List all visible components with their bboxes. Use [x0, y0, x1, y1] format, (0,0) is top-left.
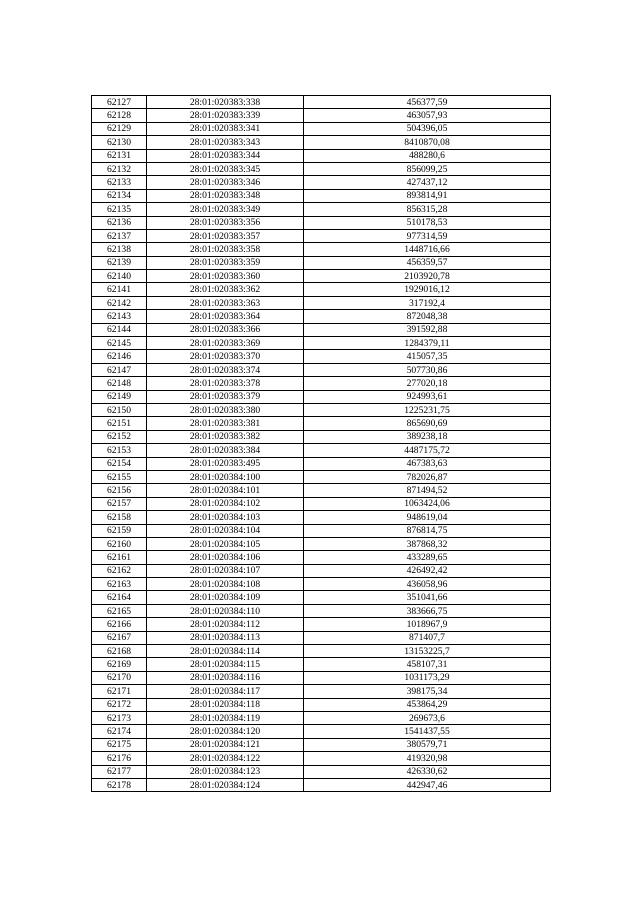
value-cell: 865690,69 [304, 417, 551, 430]
value-cell: 415057,35 [304, 350, 551, 363]
row-number-cell: 62132 [92, 162, 147, 175]
row-number-cell: 62176 [92, 752, 147, 765]
cadastral-number-cell: 28:01:020383:338 [147, 96, 304, 109]
value-cell: 782026,87 [304, 470, 551, 483]
table-row [92, 323, 551, 336]
cadastral-number-cell: 28:01:020384:116 [147, 671, 304, 684]
table-row [92, 176, 551, 189]
row-number-cell: 62147 [92, 363, 147, 376]
value-cell: 433289,65 [304, 551, 551, 564]
cadastral-number-cell: 28:01:020383:366 [147, 323, 304, 336]
value-cell: 507730,86 [304, 363, 551, 376]
value-cell: 876814,75 [304, 524, 551, 537]
cadastral-number-cell: 28:01:020384:103 [147, 511, 304, 524]
row-number-cell: 62140 [92, 270, 147, 283]
cadastral-number-cell: 28:01:020383:379 [147, 390, 304, 403]
cadastral-value-table [91, 95, 551, 792]
row-number-cell: 62150 [92, 403, 147, 416]
value-cell: 2103920,78 [304, 270, 551, 283]
table-row [92, 296, 551, 309]
table-row [92, 310, 551, 323]
row-number-cell: 62144 [92, 323, 147, 336]
row-number-cell: 62165 [92, 604, 147, 617]
value-cell: 1225231,75 [304, 403, 551, 416]
cadastral-number-cell: 28:01:020383:381 [147, 417, 304, 430]
row-number-cell: 62171 [92, 685, 147, 698]
table-row [92, 363, 551, 376]
table-row [92, 470, 551, 483]
row-number-cell: 62159 [92, 524, 147, 537]
table-row [92, 738, 551, 751]
cadastral-number-cell: 28:01:020384:107 [147, 564, 304, 577]
value-cell: 13153225,7 [304, 645, 551, 658]
cadastral-number-cell: 28:01:020383:363 [147, 296, 304, 309]
row-number-cell: 62172 [92, 698, 147, 711]
value-cell: 419320,98 [304, 752, 551, 765]
cadastral-number-cell: 28:01:020384:106 [147, 551, 304, 564]
value-cell: 1448716,66 [304, 243, 551, 256]
value-cell: 872048,38 [304, 310, 551, 323]
value-cell: 380579,71 [304, 738, 551, 751]
table-row [92, 524, 551, 537]
row-number-cell: 62168 [92, 645, 147, 658]
row-number-cell: 62129 [92, 122, 147, 135]
value-cell: 442947,46 [304, 778, 551, 791]
cadastral-number-cell: 28:01:020383:345 [147, 162, 304, 175]
row-number-cell: 62155 [92, 470, 147, 483]
table-row [92, 229, 551, 242]
value-cell: 456359,57 [304, 256, 551, 269]
table-row [92, 578, 551, 591]
table-row [92, 403, 551, 416]
table-row [92, 417, 551, 430]
row-number-cell: 62134 [92, 189, 147, 202]
value-cell: 436058,96 [304, 578, 551, 591]
value-cell: 1541437,55 [304, 725, 551, 738]
table-row [92, 685, 551, 698]
cadastral-number-cell: 28:01:020384:120 [147, 725, 304, 738]
cadastral-number-cell: 28:01:020383:356 [147, 216, 304, 229]
cadastral-number-cell: 28:01:020383:369 [147, 337, 304, 350]
table-row [92, 390, 551, 403]
row-number-cell: 62133 [92, 176, 147, 189]
row-number-cell: 62169 [92, 658, 147, 671]
cadastral-number-cell: 28:01:020383:382 [147, 430, 304, 443]
cadastral-number-cell: 28:01:020383:360 [147, 270, 304, 283]
cadastral-number-cell: 28:01:020384:100 [147, 470, 304, 483]
row-number-cell: 62152 [92, 430, 147, 443]
table-row [92, 551, 551, 564]
value-cell: 456377,59 [304, 96, 551, 109]
cadastral-number-cell: 28:01:020384:119 [147, 711, 304, 724]
table-row [92, 444, 551, 457]
row-number-cell: 62154 [92, 457, 147, 470]
value-cell: 277020,18 [304, 377, 551, 390]
table-row [92, 658, 551, 671]
value-cell: 504396,05 [304, 122, 551, 135]
table-row [92, 645, 551, 658]
table-row [92, 350, 551, 363]
row-number-cell: 62157 [92, 497, 147, 510]
row-number-cell: 62163 [92, 578, 147, 591]
row-number-cell: 62164 [92, 591, 147, 604]
row-number-cell: 62127 [92, 96, 147, 109]
row-number-cell: 62167 [92, 631, 147, 644]
row-number-cell: 62175 [92, 738, 147, 751]
table-row [92, 203, 551, 216]
row-number-cell: 62138 [92, 243, 147, 256]
cadastral-number-cell: 28:01:020383:374 [147, 363, 304, 376]
table-row [92, 457, 551, 470]
table-row [92, 604, 551, 617]
cadastral-number-cell: 28:01:020383:364 [147, 310, 304, 323]
table-row [92, 96, 551, 109]
cadastral-number-cell: 28:01:020383:357 [147, 229, 304, 242]
row-number-cell: 62146 [92, 350, 147, 363]
cadastral-number-cell: 28:01:020384:101 [147, 484, 304, 497]
table-row [92, 725, 551, 738]
table-row [92, 631, 551, 644]
table-row [92, 537, 551, 550]
row-number-cell: 62139 [92, 256, 147, 269]
row-number-cell: 62145 [92, 337, 147, 350]
value-cell: 427437,12 [304, 176, 551, 189]
table-row [92, 377, 551, 390]
cadastral-number-cell: 28:01:020384:108 [147, 578, 304, 591]
row-number-cell: 62174 [92, 725, 147, 738]
row-number-cell: 62162 [92, 564, 147, 577]
row-number-cell: 62136 [92, 216, 147, 229]
row-number-cell: 62161 [92, 551, 147, 564]
row-number-cell: 62143 [92, 310, 147, 323]
value-cell: 458107,31 [304, 658, 551, 671]
value-cell: 398175,34 [304, 685, 551, 698]
table-row [92, 484, 551, 497]
cadastral-number-cell: 28:01:020384:121 [147, 738, 304, 751]
value-cell: 387868,32 [304, 537, 551, 550]
cadastral-number-cell: 28:01:020384:110 [147, 604, 304, 617]
value-cell: 1929016,12 [304, 283, 551, 296]
table-row [92, 671, 551, 684]
value-cell: 391592,88 [304, 323, 551, 336]
value-cell: 269673,6 [304, 711, 551, 724]
cadastral-number-cell: 28:01:020383:349 [147, 203, 304, 216]
row-number-cell: 62156 [92, 484, 147, 497]
table-row [92, 109, 551, 122]
value-cell: 426330,62 [304, 765, 551, 778]
row-number-cell: 62137 [92, 229, 147, 242]
cadastral-number-cell: 28:01:020384:115 [147, 658, 304, 671]
table-row [92, 698, 551, 711]
row-number-cell: 62153 [92, 444, 147, 457]
value-cell: 1284379,11 [304, 337, 551, 350]
table-row [92, 778, 551, 791]
value-cell: 389238,18 [304, 430, 551, 443]
cadastral-number-cell: 28:01:020384:102 [147, 497, 304, 510]
value-cell: 426492,42 [304, 564, 551, 577]
table-row [92, 591, 551, 604]
row-number-cell: 62166 [92, 618, 147, 631]
value-cell: 488280,6 [304, 149, 551, 162]
row-number-cell: 62130 [92, 136, 147, 149]
cadastral-number-cell: 28:01:020384:123 [147, 765, 304, 778]
row-number-cell: 62149 [92, 390, 147, 403]
cadastral-number-cell: 28:01:020384:112 [147, 618, 304, 631]
row-number-cell: 62170 [92, 671, 147, 684]
row-number-cell: 62141 [92, 283, 147, 296]
row-number-cell: 62158 [92, 511, 147, 524]
table-row [92, 511, 551, 524]
value-cell: 510178,53 [304, 216, 551, 229]
table-body [92, 96, 551, 792]
value-cell: 383666,75 [304, 604, 551, 617]
value-cell: 977314,59 [304, 229, 551, 242]
row-number-cell: 62135 [92, 203, 147, 216]
row-number-cell: 62148 [92, 377, 147, 390]
cadastral-number-cell: 28:01:020384:124 [147, 778, 304, 791]
cadastral-number-cell: 28:01:020384:109 [147, 591, 304, 604]
cadastral-number-cell: 28:01:020383:362 [147, 283, 304, 296]
value-cell: 453864,29 [304, 698, 551, 711]
row-number-cell: 62173 [92, 711, 147, 724]
value-cell: 856315,28 [304, 203, 551, 216]
table-row [92, 162, 551, 175]
table-row [92, 618, 551, 631]
table-row [92, 149, 551, 162]
cadastral-number-cell: 28:01:020383:378 [147, 377, 304, 390]
table-row [92, 216, 551, 229]
value-cell: 1031173,29 [304, 671, 551, 684]
row-number-cell: 62151 [92, 417, 147, 430]
value-cell: 871407,7 [304, 631, 551, 644]
value-cell: 467383,63 [304, 457, 551, 470]
row-number-cell: 62160 [92, 537, 147, 550]
value-cell: 317192,4 [304, 296, 551, 309]
table-row [92, 243, 551, 256]
cadastral-number-cell: 28:01:020383:348 [147, 189, 304, 202]
value-cell: 463057,93 [304, 109, 551, 122]
value-cell: 856099,25 [304, 162, 551, 175]
table-row [92, 189, 551, 202]
cadastral-number-cell: 28:01:020384:118 [147, 698, 304, 711]
value-cell: 893814,91 [304, 189, 551, 202]
table-row [92, 430, 551, 443]
cadastral-number-cell: 28:01:020383:346 [147, 176, 304, 189]
cadastral-number-cell: 28:01:020383:495 [147, 457, 304, 470]
row-number-cell: 62142 [92, 296, 147, 309]
cadastral-number-cell: 28:01:020384:117 [147, 685, 304, 698]
value-cell: 871494,52 [304, 484, 551, 497]
table-row [92, 711, 551, 724]
row-number-cell: 62177 [92, 765, 147, 778]
table-row [92, 337, 551, 350]
table-row [92, 283, 551, 296]
value-cell: 8410870,08 [304, 136, 551, 149]
table-row [92, 564, 551, 577]
cadastral-number-cell: 28:01:020384:122 [147, 752, 304, 765]
value-cell: 948619,04 [304, 511, 551, 524]
table-row [92, 752, 551, 765]
cadastral-number-cell: 28:01:020384:114 [147, 645, 304, 658]
cadastral-number-cell: 28:01:020384:113 [147, 631, 304, 644]
table-row [92, 256, 551, 269]
value-cell: 351041,66 [304, 591, 551, 604]
table-row [92, 497, 551, 510]
value-cell: 1018967,9 [304, 618, 551, 631]
row-number-cell: 62178 [92, 778, 147, 791]
cadastral-number-cell: 28:01:020383:339 [147, 109, 304, 122]
row-number-cell: 62128 [92, 109, 147, 122]
table-row [92, 136, 551, 149]
cadastral-number-cell: 28:01:020384:104 [147, 524, 304, 537]
cadastral-number-cell: 28:01:020383:343 [147, 136, 304, 149]
table-row [92, 765, 551, 778]
table-row [92, 270, 551, 283]
cadastral-number-cell: 28:01:020383:359 [147, 256, 304, 269]
cadastral-number-cell: 28:01:020383:358 [147, 243, 304, 256]
value-cell: 1063424,06 [304, 497, 551, 510]
cadastral-number-cell: 28:01:020383:370 [147, 350, 304, 363]
table-row [92, 122, 551, 135]
cadastral-number-cell: 28:01:020384:105 [147, 537, 304, 550]
value-cell: 4487175,72 [304, 444, 551, 457]
cadastral-number-cell: 28:01:020383:384 [147, 444, 304, 457]
row-number-cell: 62131 [92, 149, 147, 162]
cadastral-number-cell: 28:01:020383:341 [147, 122, 304, 135]
value-cell: 924993,61 [304, 390, 551, 403]
cadastral-number-cell: 28:01:020383:380 [147, 403, 304, 416]
cadastral-number-cell: 28:01:020383:344 [147, 149, 304, 162]
